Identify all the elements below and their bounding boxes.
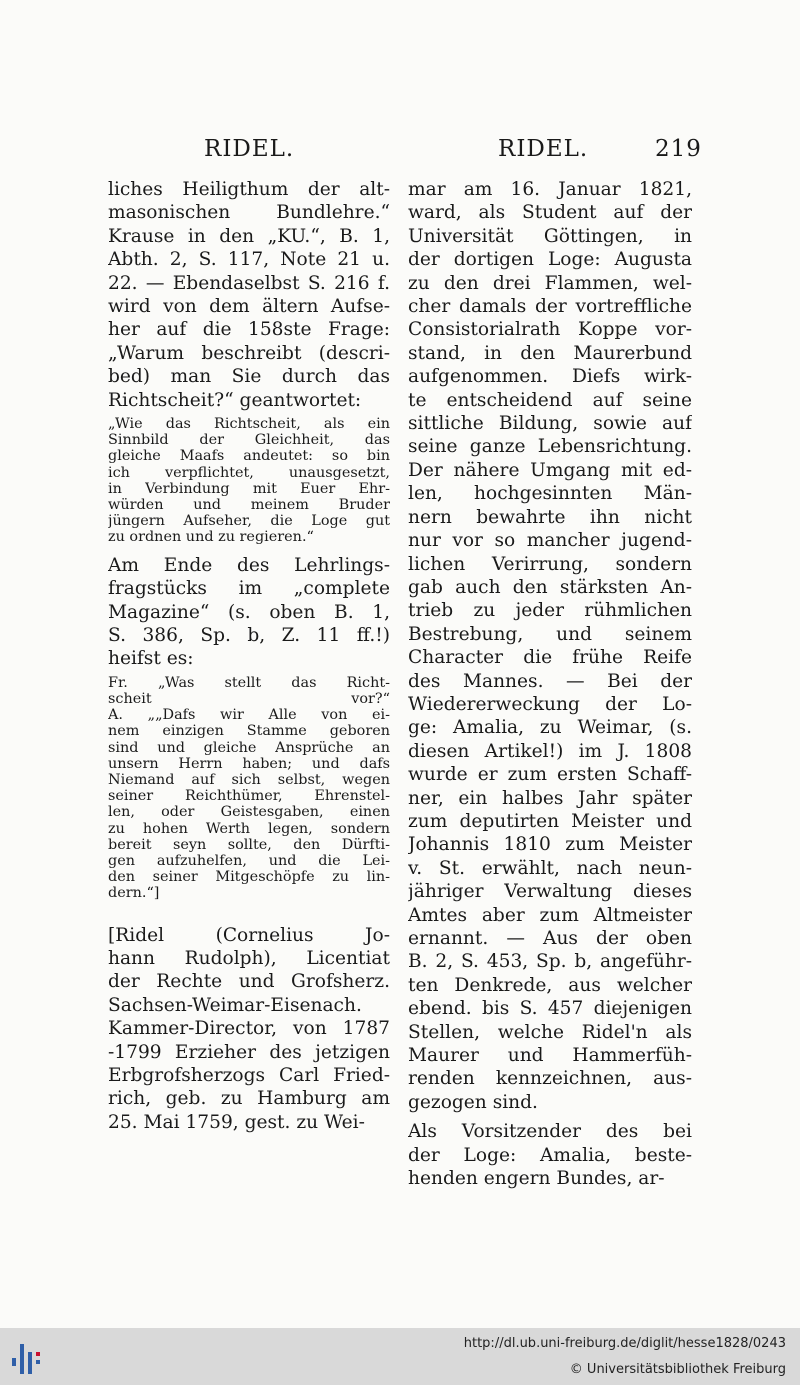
- source-url-link[interactable]: http://dl.ub.uni-freiburg.de/diglit/hesse1828/0243: [463, 1336, 786, 1351]
- text-line: len, oder Geistesgaben, einen: [108, 804, 390, 821]
- text-line: Stellen, welche Ridel'n als: [408, 1021, 692, 1043]
- running-head-right: RIDEL.: [498, 136, 589, 162]
- text-line: v. St. erwählt, nach neun-: [408, 857, 692, 879]
- text-line: Der nähere Umgang mit ed-: [408, 459, 692, 481]
- text-line: mar am 16. Januar 1821,: [408, 179, 692, 200]
- text-line: ward, als Student auf der: [408, 202, 692, 224]
- text-line: Fr. „Was stellt das Richt-: [108, 674, 390, 691]
- text-line: te entscheidend auf seine: [408, 389, 692, 411]
- text-line: sittliche Bildung, sowie auf: [408, 413, 692, 435]
- text-line: 25. Mai 1759, gest. zu Wei-: [108, 1111, 365, 1133]
- text-line: Krause in den „KU.“, B. 1,: [108, 225, 390, 247]
- footer-bar: [0, 1328, 800, 1385]
- text-line: stand, in den Maurerbund: [408, 342, 692, 364]
- text-line: 22. — Ebendaselbst S. 216 f.: [108, 272, 390, 294]
- text-line: henden engern Bundes, ar-: [408, 1168, 665, 1190]
- text-line: den seiner Mitgeschöpfe zu lin-: [108, 869, 390, 886]
- paragraph: [108, 178, 390, 412]
- text-line: seiner Reichthümer, Ehrenstel-: [108, 788, 390, 805]
- text-line: diesen Artikel!) im J. 1808: [408, 740, 692, 762]
- text-line: Sinnbild der Gleichheit, das: [108, 432, 390, 449]
- text-line: rich, geb. zu Hamburg am: [108, 1088, 390, 1110]
- text-line: Universität Göttingen, in: [408, 225, 692, 247]
- text-line: heifst es:: [108, 648, 194, 670]
- text-line: trieb zu jeder rühmlichen: [408, 600, 692, 622]
- text-line: Als Vorsitzender des bei: [408, 1121, 692, 1143]
- text-line: aufgenommen. Diefs wirk-: [408, 366, 692, 388]
- text-line: Consistorialrath Koppe vor-: [408, 319, 692, 341]
- text-line: ich verpflichtet, unausgesetzt,: [108, 464, 390, 481]
- text-line: Maurer und Hammerfüh-: [408, 1045, 692, 1067]
- text-line: gleiche Maafs andeutet: so bin: [108, 448, 390, 465]
- text-line: Sachsen-Weimar-Eisenach.: [108, 994, 362, 1016]
- text-line: bed) man Sie durch das: [108, 366, 390, 388]
- text-line: zu ordnen und zu regieren.“: [108, 529, 314, 546]
- text-line: A. „„Dafs wir Alle von ei-: [108, 707, 390, 724]
- text-line: S. 386, Sp. b, Z. 11 ff.!): [108, 624, 390, 646]
- text-line: Am Ende des Lehrlings-: [108, 554, 390, 576]
- text-line: hann Rudolph), Licentiat: [108, 947, 390, 969]
- copyright-notice: © Universitätsbibliothek Freiburg: [569, 1362, 786, 1377]
- text-line: nur vor so mancher jugend-: [408, 530, 692, 552]
- text-line: seine ganze Lebensrichtung.: [408, 436, 692, 458]
- text-line: masonischen Bundlehre.“: [108, 202, 390, 224]
- text-line: dern.“]: [108, 885, 160, 902]
- text-line: wird von dem ältern Aufse-: [108, 296, 390, 318]
- paragraph: [408, 1120, 692, 1190]
- quote-block: [108, 675, 390, 902]
- text-line: Wiedererweckung der Lo-: [408, 693, 692, 715]
- text-line: unsern Herrn haben; und dafs: [108, 755, 390, 772]
- text-line: wurde er zum ersten Schaff-: [408, 764, 692, 786]
- left-column: [108, 178, 390, 1134]
- text-line: der Loge: Amalia, beste-: [408, 1144, 692, 1166]
- text-line: Amtes aber zum Altmeister: [408, 904, 692, 926]
- right-column: [408, 178, 692, 1190]
- text-line: würden und meinem Bruder: [108, 497, 390, 514]
- text-line: zu den drei Flammen, wel-: [408, 272, 692, 294]
- text-line: Erbgrofsherzogs Carl Fried-: [108, 1065, 390, 1086]
- text-line: gab auch den stärksten An-: [408, 576, 692, 598]
- text-line: scheit vor?“: [108, 690, 390, 707]
- text-line: -1799 Erzieher des jetzigen: [108, 1041, 390, 1063]
- text-line: cher damals der vortreffliche: [408, 296, 692, 318]
- running-head-left: RIDEL.: [204, 136, 295, 162]
- text-line: Character die frühe Reife: [408, 647, 692, 669]
- text-line: „Wie das Richtscheit, als ein: [108, 416, 390, 433]
- text-line: Kammer-Director, von 1787: [108, 1018, 390, 1040]
- paragraph: [108, 554, 390, 671]
- page-number: 219: [655, 136, 702, 162]
- text-line: lichen Verirrung, sondern: [408, 553, 692, 575]
- text-line: renden kennzeichnen, aus-: [408, 1068, 692, 1090]
- text-line: [Ridel (Cornelius Jo-: [108, 924, 390, 946]
- text-line: ge: Amalia, zu Weimar, (s.: [408, 717, 692, 739]
- text-line: gezogen sind.: [408, 1091, 538, 1113]
- text-line: ernannt. — Aus der oben: [408, 928, 692, 949]
- text-line: Niemand auf sich selbst, wegen: [108, 771, 390, 788]
- text-line: Abth. 2, S. 117, Note 21 u.: [108, 249, 390, 271]
- text-line: fragstücks im „complete: [108, 578, 390, 600]
- paragraph: [108, 924, 390, 1135]
- text-line: des Mannes. — Bei der: [408, 670, 692, 692]
- text-line: nern bewahrte ihn nicht: [408, 506, 692, 528]
- paragraph: [408, 178, 692, 1114]
- text-line: Bestrebung, und seinem: [408, 623, 692, 645]
- text-line: ten Denkrede, aus welcher: [408, 974, 692, 996]
- text-line: Johannis 1810 zum Meister: [408, 834, 692, 856]
- text-line: der Rechte und Grofsherz.: [108, 971, 390, 993]
- text-line: Richtscheit?“ geantwortet:: [108, 389, 362, 411]
- text-line: jüngern Aufseher, die Loge gut: [108, 513, 390, 530]
- text-line: gen aufzuhelfen, und die Lei-: [108, 852, 390, 869]
- text-line: sind und gleiche Ansprüche an: [108, 739, 390, 756]
- text-line: der dortigen Loge: Augusta: [408, 249, 692, 271]
- text-line: Magazine“ (s. oben B. 1,: [108, 601, 390, 623]
- text-line: ner, ein halbes Jahr später: [408, 787, 692, 809]
- text-line: her auf die 158ste Frage:: [108, 319, 390, 341]
- text-line: B. 2, S. 453, Sp. b, angeführ-: [408, 951, 692, 973]
- text-line: zum deputirten Meister und: [408, 810, 692, 832]
- text-line: liches Heiligthum der alt-: [108, 179, 390, 200]
- text-line: nem einzigen Stamme geboren: [108, 723, 390, 740]
- quote-block: [108, 416, 390, 546]
- text-line: in Verbindung mit Euer Ehr-: [108, 480, 390, 497]
- text-line: zu hohen Werth legen, sondern: [108, 820, 390, 837]
- text-line: bereit seyn sollte, den Dürfti-: [108, 836, 390, 853]
- text-line: len, hochgesinnten Män-: [408, 483, 692, 505]
- text-line: jähriger Verwaltung dieses: [408, 881, 692, 903]
- ub-freiburg-logo-icon: [10, 1338, 50, 1376]
- text-line: ebend. bis S. 457 diejenigen: [408, 998, 692, 1020]
- text-line: „Warum beschreibt (descri-: [108, 342, 390, 364]
